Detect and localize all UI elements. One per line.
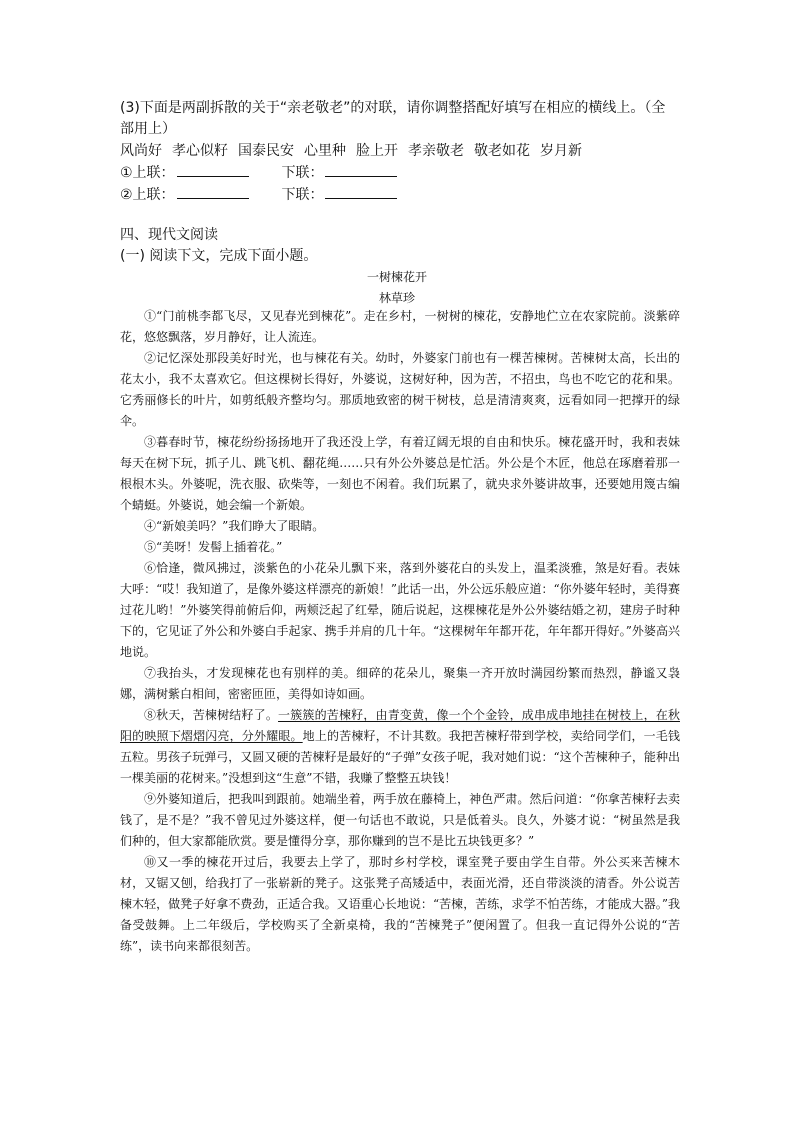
paragraph-9: ⑨外婆知道后，把我叫到跟前。她端坐着，两手放在藤椅上，神色严肃。然后问道：“你拿苦楝籽去卖钱了，是不是？”我不曾见过外婆这样，便一句话也不敢说，只是低着头。良久，外婆才说：“树虽然是我们种的，但大家都能欣赏。要是懂得分享，那你赚到的岂不是比五块钱更多？” (120, 792, 680, 848)
paragraph-8-rest: 地上的苦楝籽，不计其数。我把苦楝籽带到学校，卖给同学们，一毛钱五粒。男孩子玩弹弓，又圆又硬的苦楝籽是最好的“子弹”女孩子呢，我对她们说：“这个苦楝种子，能种出一棵美丽的花树来。”没想到这“生意”不错，我赚了整整五块钱！ (120, 729, 680, 785)
paragraph-5: ⑤“美呀！发髻上插着花。” (144, 540, 283, 554)
article-author: 林草珍 (378, 291, 415, 305)
paragraph-6: ⑥恰逢，微风拂过，淡紫色的小花朵儿飘下来，落到外婆花白的头发上，温柔淡雅，煞是好看。表妹大呼：“哎！我知道了，是像外婆这样漂亮的新娘！”此话一出，外公远乐般应道：“你外婆年轻时，美得赛过花儿哟！”外婆笑得前俯后仰，两颊泛起了红晕，随后说起，这棵楝花是外公外婆结婚之初，建房子时种下的，它见证了外公和外婆白手起家、携手并肩的几十年。“这棵树年年都开花，年年都开得好。”外婆高兴地说。 (120, 561, 680, 659)
question-3-prompt-line-2: 部用上） (120, 121, 176, 137)
fragment: 国泰民安 (238, 143, 294, 159)
paragraph-3: ③暮春时节，楝花纷纷扬扬地开了我还没上学，有着辽阔无垠的自由和快乐。楝花盛开时，我和表妹每天在树下玩，抓子儿、跳飞机、翻花绳……只有外公外婆总是忙活。外公是个木匠，他总在琢磨着那一根根木头。外婆呢，洗衣服、砍柴等，一刻也不闲着。我们玩累了，就央求外婆讲故事，还要她用篾古编个蜻蜓。外婆说，她会编一个新娘。 (120, 435, 680, 512)
section-heading: 四、现代文阅读 (120, 227, 218, 243)
answer-blank-lower-2[interactable] (325, 185, 397, 199)
section-instruction: (一) 阅读下文，完成下面小题。 (120, 248, 318, 264)
couplet-fragments (120, 140, 582, 160)
answer-row-1 (120, 162, 397, 182)
answer-blank-upper-1[interactable] (177, 163, 249, 177)
fragment: 脸上开 (356, 143, 398, 159)
article-body (120, 306, 680, 957)
answer-blank-lower-1[interactable] (325, 163, 397, 177)
answer-blank-upper-2[interactable] (177, 185, 249, 199)
fragment: 岁月新 (540, 143, 582, 159)
paragraph-10: ⑩又一季的楝花开过后，我要去上学了，那时乡村学校，课室凳子要由学生自带。外公买来苦楝木材，又锯又刨，给我打了一张崭新的凳子。这张凳子高矮适中，表面光滑，还自带淡淡的清香。外公说苦楝木轻，做凳子好拿不费劲，正适合我。又语重心长地说：“苦楝，苦练，求学不怕苦练，才能成大器。”我备受鼓舞。上二年级后，学校购买了全新桌椅，我的“苦楝凳子”便闲置了。但我一直记得外公说的“苦练”，读书向来都很刻苦。 (120, 855, 680, 953)
paragraph-8-start: ⑧秋天，苦楝树结籽了。 (144, 708, 279, 722)
question-3-prompt-line-1: (3)下面是两副拆散的关于“亲老敬老”的对联，请你调整搭配好填写在相应的横线上。（全 (120, 100, 666, 116)
paragraph-8 (120, 705, 680, 789)
paragraph-4: ④“新娘美吗？”我们睁大了眼睛。 (144, 519, 325, 533)
answer-row-2 (120, 184, 397, 204)
fragment: 孝亲敬老 (408, 143, 464, 159)
answer-label-lower: 下联： (281, 187, 324, 203)
fragment: 心里种 (304, 143, 346, 159)
answer-label-upper: ①上联： (120, 165, 175, 181)
fragment: 孝心似籽 (172, 143, 228, 159)
paragraph-2: ②记忆深处那段美好时光，也与楝花有关。幼时，外婆家门前也有一棵苦楝树。苦楝树太高，长出的花太小，我不太喜欢它。但这棵树长得好，外婆说，这树好种，因为苦，不招虫，鸟也不吃它的花和果。它秀丽修长的叶片，如剪纸般齐整均匀。那质地致密的树干树枝，总是清清爽爽，远看如同一把撑开的绿伞。 (120, 351, 680, 428)
fragment: 风尚好 (120, 143, 162, 159)
answer-label-upper: ②上联： (120, 187, 175, 203)
answer-label-lower: 下联： (281, 165, 324, 181)
paragraph-7: ⑦我抬头，才发现楝花也有别样的美。细碎的花朵儿，聚集一齐开放时满园纷繁而热烈，静谧又袅娜，满树紫白相间，密密匝匝，美得如诗如画。 (120, 666, 680, 701)
article-title: 一树楝花开 (366, 270, 427, 284)
paragraph-1: ①“门前桃李都飞尽，又见春光到楝花”。走在乡村，一树树的楝花，安静地伫立在农家院前。淡紫碎花，悠悠飘落，岁月静好，让人流连。 (120, 309, 680, 344)
underlined-sentence: 一簇簇的苦楝籽，由青变黄，像一个个金铃，成串成串地挂在树枝上，在秋阳的映照下熠熠闪亮，分外耀眼。 (120, 708, 680, 743)
fragment: 敬老如花 (474, 143, 530, 159)
